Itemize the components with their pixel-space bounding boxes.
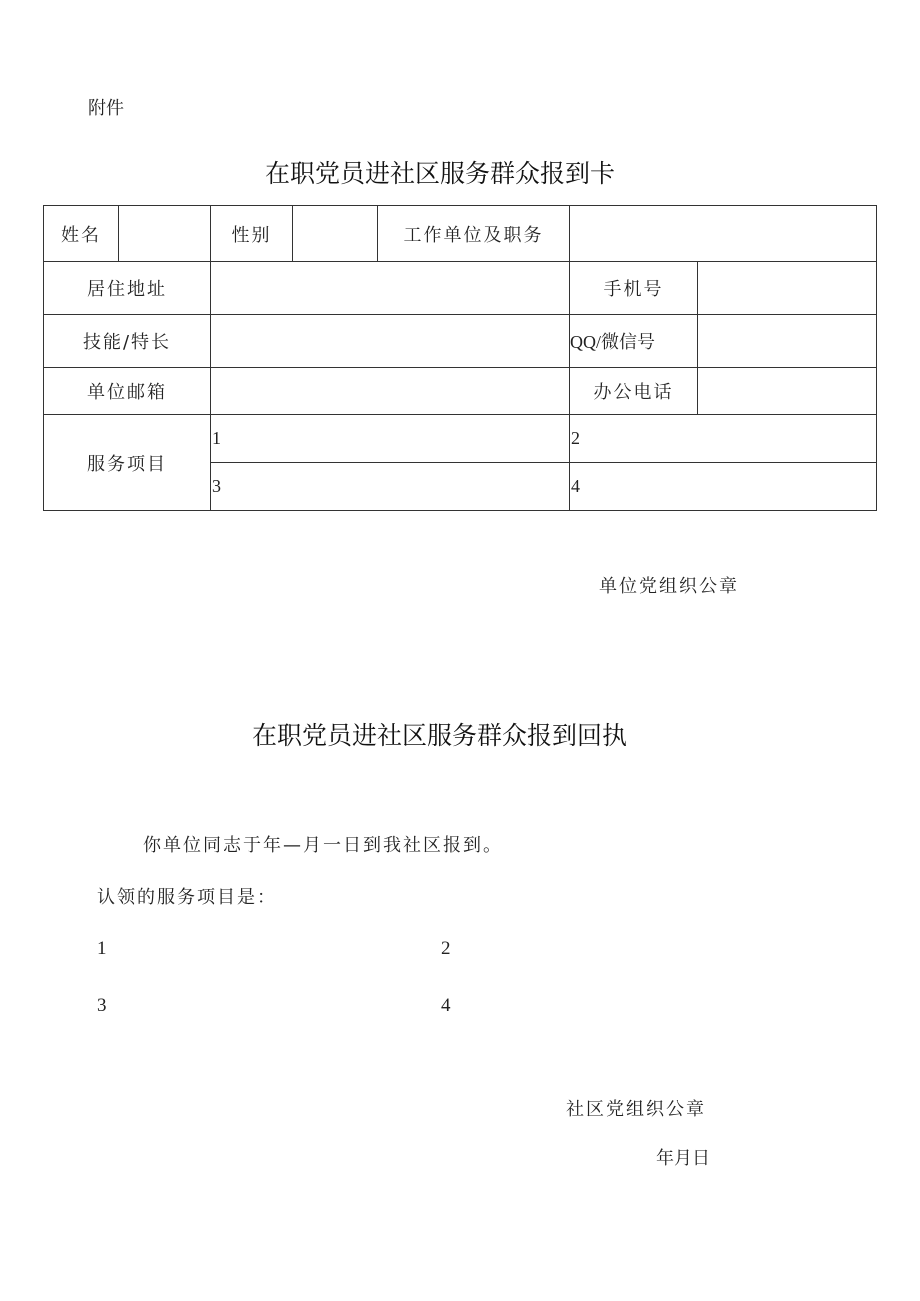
qq-wechat-field[interactable] [698,315,877,368]
table-row [44,262,877,315]
address-field[interactable] [211,262,570,315]
receipt-report-line: 你单位同志于年—月一日到我社区报到。 [143,835,503,856]
mobile-field[interactable] [698,262,877,315]
service-items-label: 服务项目 [44,415,211,511]
skills-label: 技能/特长 [44,315,211,368]
workplace-field[interactable] [570,206,877,262]
gender-field[interactable] [293,206,378,262]
mobile-label: 手机号 [570,262,698,315]
service-item-2[interactable]: 2 [570,415,877,463]
table-row [44,206,877,262]
address-label: 居住地址 [44,262,211,315]
workplace-label: 工作单位及职务 [378,206,570,262]
receipt-item-3: 3 [97,995,107,1016]
work-email-label: 单位邮箱 [44,368,211,415]
unit-party-seal-label: 单位党组织公章 [599,576,739,597]
card-title: 在职党员进社区服务群众报到卡 [265,159,616,188]
receipt-item-1: 1 [97,938,107,959]
receipt-item-2: 2 [441,938,451,959]
receipt-item-4: 4 [441,995,451,1016]
name-field[interactable] [119,206,211,262]
skills-field[interactable] [211,315,570,368]
work-email-field[interactable] [211,368,570,415]
qq-wechat-label: QQ/微信号 [570,315,698,368]
receipt-title: 在职党员进社区服务群众报到回执 [252,721,628,750]
table-row [44,368,877,415]
table-row [44,415,877,463]
name-label: 姓名 [44,206,119,262]
office-phone-field[interactable] [698,368,877,415]
service-item-1[interactable]: 1 [211,415,570,463]
gender-label: 性别 [211,206,293,262]
table-row [44,315,877,368]
receipt-date: 年月日 [656,1148,710,1169]
registration-card-table [43,205,877,511]
office-phone-label: 办公电话 [570,368,698,415]
service-item-4[interactable]: 4 [570,463,877,511]
community-party-seal-label: 社区党组织公章 [566,1099,706,1120]
receipt-items-intro: 认领的服务项目是： [97,887,277,908]
service-item-3[interactable]: 3 [211,463,570,511]
attachment-label: 附件 [88,98,124,119]
